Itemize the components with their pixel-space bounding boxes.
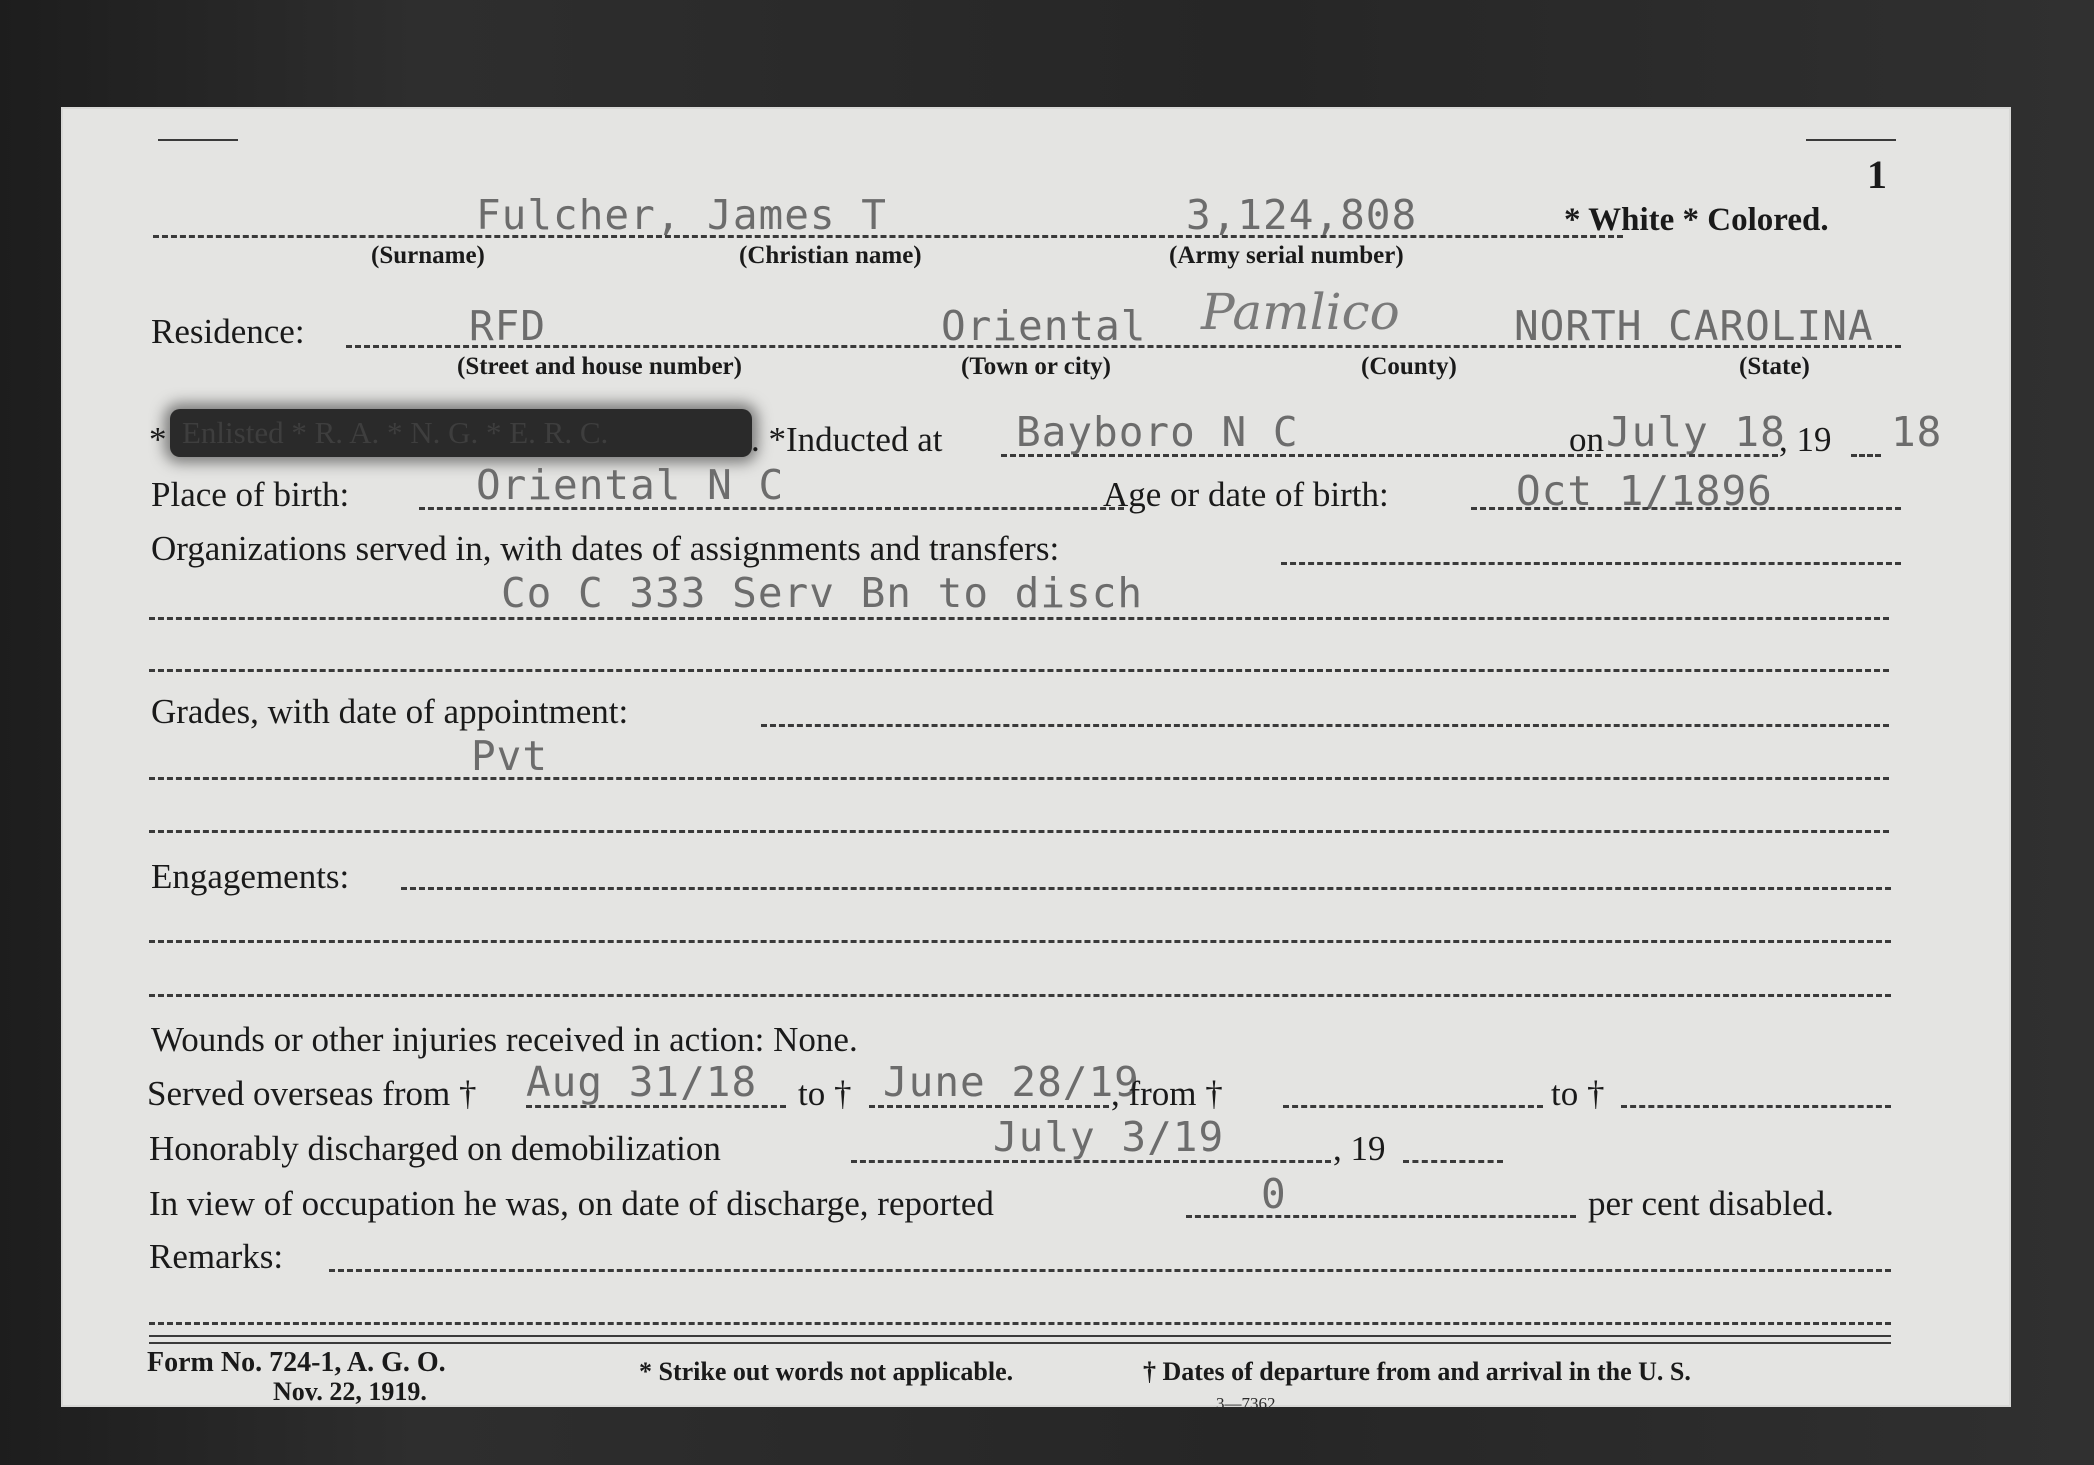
star-marker: * — [149, 420, 167, 459]
overseas-to-line — [869, 1105, 1109, 1108]
print-code: 3—7362 — [1216, 1394, 1276, 1413]
footnote-strike: * Strike out words not applicable. — [639, 1357, 1014, 1386]
overseas-label: Served overseas from † — [147, 1074, 477, 1113]
town-caption: (Town or city) — [961, 353, 1111, 380]
birthdate-label: Age or date of birth: — [1103, 475, 1389, 514]
overseas-to-value: June 28/19 — [883, 1058, 1140, 1106]
wounds-text: Wounds or other injuries received in action: None. — [151, 1020, 858, 1059]
inducted-place: Bayboro N C — [1016, 408, 1299, 456]
engagements-label: Engagements: — [151, 857, 350, 896]
grades-line-3 — [149, 830, 1889, 833]
county-caption: (County) — [1361, 353, 1457, 380]
on-label: on — [1569, 420, 1604, 459]
residence-label: Residence: — [151, 312, 305, 351]
card-number: 1 — [1867, 152, 1887, 197]
footnote-dates: † Dates of departure from and arrival in the U. S. — [1143, 1357, 1691, 1386]
discharge-date: July 3/19 — [993, 1113, 1225, 1161]
serial-number-value: 3,124,808 — [1186, 191, 1418, 239]
remarks-line-1 — [329, 1269, 1891, 1272]
struck-enlistment-types: Enlisted * R. A. * N. G. * E. R. C. — [170, 409, 752, 457]
engagements-line-3 — [149, 994, 1891, 997]
to2-line — [1621, 1105, 1891, 1108]
discharge-date-line — [851, 1160, 1331, 1163]
service-record-card — [61, 107, 2011, 1413]
overseas-from-value: Aug 31/18 — [526, 1058, 758, 1106]
form-date: Nov. 22, 1919. — [273, 1377, 427, 1406]
remarks-line-2 — [149, 1322, 1891, 1325]
overseas-to-label: to † — [798, 1074, 852, 1113]
surname-caption: (Surname) — [371, 242, 485, 269]
residence-state: NORTH CAROLINA — [1514, 302, 1874, 350]
grades-line-1 — [761, 724, 1889, 727]
state-caption: (State) — [1739, 353, 1810, 380]
overseas-from-line — [526, 1105, 786, 1108]
residence-line — [346, 345, 1901, 348]
remarks-label: Remarks: — [149, 1237, 284, 1276]
organizations-label: Organizations served in, with dates of assignments and transfers: — [151, 529, 1060, 568]
grade-value: Pvt — [471, 732, 549, 780]
from2-line — [1283, 1105, 1543, 1108]
organizations-line-3 — [149, 669, 1889, 672]
name-line — [153, 235, 1623, 238]
residence-street: RFD — [469, 302, 547, 350]
race-options: * White * Colored. — [1564, 202, 1829, 238]
inducted-label: . *Inducted at — [751, 420, 943, 459]
inducted-place-line — [1001, 454, 1601, 457]
year-prefix: , 19 — [1779, 420, 1832, 459]
organizations-line-2 — [149, 617, 1889, 620]
organizations-line-1 — [1281, 562, 1901, 565]
discharge-year-line — [1403, 1160, 1503, 1163]
army-serial-caption: (Army serial number) — [1169, 242, 1404, 269]
name-value: Fulcher, James T — [476, 191, 887, 239]
disabled-percent-line — [1186, 1215, 1576, 1218]
to2-label: to † — [1551, 1074, 1605, 1113]
birthplace-line — [419, 507, 1124, 510]
birthplace-value: Oriental N C — [476, 461, 785, 509]
residence-county: Pamlico — [1201, 283, 1400, 341]
disabled-percent-value: 0 — [1261, 1170, 1287, 1218]
occupation-label: In view of occupation he was, on date of discharge, reported — [149, 1184, 994, 1223]
inducted-date: July 18 — [1606, 408, 1786, 456]
inducted-date-line — [1606, 454, 1778, 457]
footer-rule-2 — [149, 1342, 1891, 1344]
birthdate-value: Oct 1/1896 — [1516, 467, 1773, 515]
christian-name-caption: (Christian name) — [739, 242, 922, 269]
form-number: Form No. 724-1, A. G. O. — [147, 1347, 446, 1378]
discharge-label: Honorably discharged on demobilization — [149, 1129, 721, 1168]
organizations-value: Co C 333 Serv Bn to disch — [501, 569, 1144, 617]
year-line — [1851, 454, 1881, 457]
grades-line-2 — [149, 777, 1889, 780]
birthplace-label: Place of birth: — [151, 475, 350, 514]
from2-label: , from † — [1111, 1074, 1223, 1113]
engagements-line-1 — [401, 887, 1891, 890]
discharge-year-prefix: , 19 — [1333, 1129, 1386, 1168]
birthdate-line — [1471, 507, 1901, 510]
inducted-year: 18 — [1891, 408, 1943, 456]
footer-rule-1 — [149, 1335, 1891, 1337]
grades-label: Grades, with date of appointment: — [151, 692, 629, 731]
residence-town: Oriental — [941, 302, 1147, 350]
disabled-suffix: per cent disabled. — [1588, 1184, 1834, 1223]
top-left-rule — [158, 139, 238, 141]
top-right-rule — [1806, 139, 1896, 141]
street-caption: (Street and house number) — [457, 353, 742, 380]
engagements-line-2 — [149, 940, 1891, 943]
